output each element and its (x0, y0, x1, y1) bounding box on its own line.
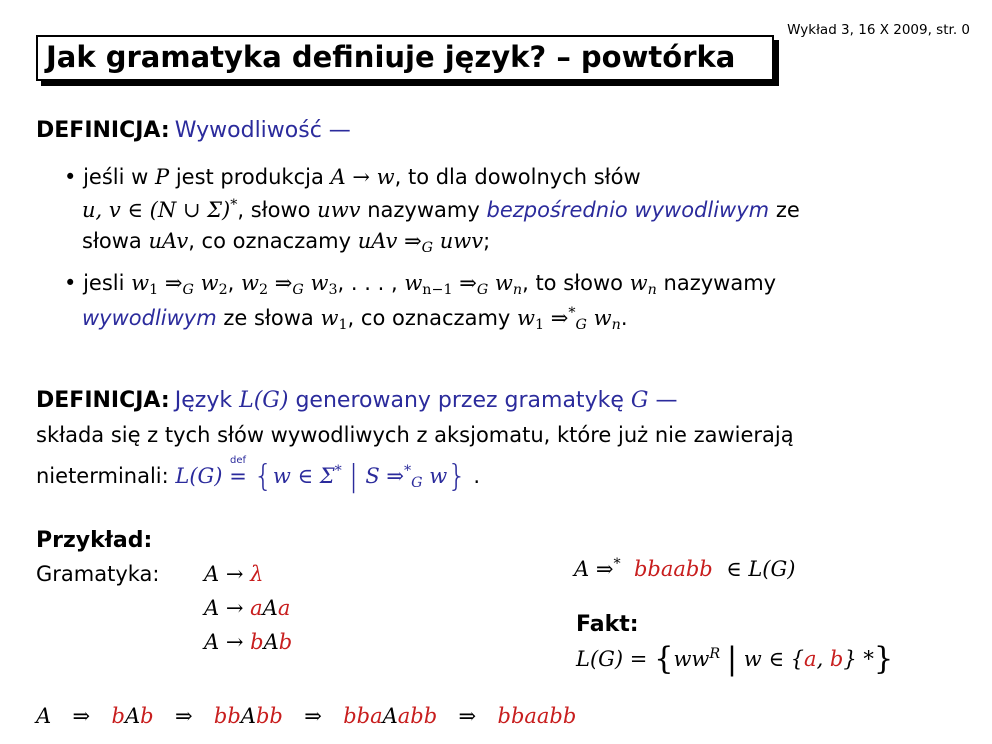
rule-rhs: a (277, 596, 291, 620)
bullet-1-line-1 (64, 165, 641, 189)
rule-lhs: A → (204, 562, 251, 586)
rule-lhs: A → (204, 630, 251, 654)
text: — (655, 388, 678, 413)
definition-2-line-1: składa się z tych słów wywodliwych z aksjomatu, które już nie zawierają (36, 423, 794, 447)
chain-arrow: ⇒ (458, 704, 477, 728)
def-equals (229, 456, 247, 487)
math-w-in: w ∈ { (743, 646, 805, 671)
math-S: S ⇒ (365, 464, 405, 488)
math-lhs: L(G) = (576, 646, 648, 671)
text: ze słowa (223, 305, 314, 330)
language-definition (175, 455, 473, 495)
math-sub: 1 (149, 281, 159, 298)
bullet-2-line-2 (82, 305, 628, 333)
math-set-lhs: w ∈ Σ (272, 464, 335, 488)
math-sub-G: G (182, 281, 194, 298)
grammar-rule-1 (204, 562, 263, 586)
math-relation: uAv ⇒ (357, 229, 422, 253)
math-sub: n−1 (422, 281, 453, 298)
math-ww: ww (673, 646, 710, 671)
text: nazywamy (367, 197, 480, 222)
math-uv: u, v ∈ (N ∪ Σ) (82, 197, 231, 222)
math-star: * (613, 556, 621, 572)
term-direct-derivable: bezpośrednio wywodliwym (486, 197, 770, 222)
math-w: w (310, 271, 329, 295)
text: , . . . , (337, 271, 398, 295)
math-sub: 2 (259, 281, 269, 298)
definition-1-heading (36, 118, 351, 143)
word: bbaabb (633, 556, 713, 581)
chain-arrow: ⇒ (72, 704, 91, 728)
math-sub-G: G (292, 281, 304, 298)
math-star: * (334, 463, 342, 480)
math-w: w (593, 305, 612, 330)
chain-arrow: ⇒ (174, 704, 193, 728)
chain-token: bbaabb (497, 704, 577, 728)
math-LG: L(G) (175, 464, 223, 488)
fact-formula (576, 642, 893, 677)
math-sub: n (611, 316, 621, 333)
math-sub-G: G (411, 474, 423, 491)
math-w: w (241, 271, 260, 295)
math-uwv: uwv (317, 197, 361, 222)
text: , to dla dowolnych słów (394, 165, 641, 189)
math-w: w (200, 271, 219, 295)
slide-title: Jak gramatyka definiuje język? – powtórka (46, 40, 736, 74)
rule-rhs: A (263, 630, 279, 654)
example-heading: Przykład: (36, 528, 153, 553)
rule-rhs: a (250, 596, 263, 620)
term-derivable: wywodliwym (82, 305, 217, 330)
chain-token: b (140, 704, 154, 728)
text: ze (775, 197, 800, 222)
text: , (227, 271, 235, 295)
text: . (473, 464, 480, 488)
definition-name: Wywodliwość — (174, 118, 351, 143)
text: jeśli w (83, 165, 149, 189)
sep: , (816, 646, 830, 671)
math-sub: n (512, 281, 523, 298)
math-w: w (131, 271, 150, 295)
math-P: P (154, 165, 170, 189)
rule-rhs: A (262, 596, 278, 620)
brace-left: { (253, 459, 273, 495)
text: . (620, 305, 628, 330)
chain-token: A (36, 704, 52, 728)
chain-token: A (240, 704, 256, 728)
bullet-icon: • (64, 165, 77, 189)
math-arrow: ⇒ (550, 305, 569, 330)
math-close: } * (843, 646, 874, 671)
math-w: w (429, 464, 448, 488)
text: , to słowo (522, 271, 623, 295)
text: generowany przez gramatykę (295, 388, 624, 413)
math-uwv: uwv (439, 229, 484, 253)
math-sub: 3 (328, 281, 338, 298)
math-w: w (404, 271, 423, 295)
definition-2-line-2 (36, 456, 480, 494)
math-LG: L(G) (239, 388, 289, 413)
derivation-claim (574, 556, 795, 581)
chain-token: abb (397, 704, 438, 728)
math-rest: ∈ L(G) (726, 556, 796, 581)
equals: = (229, 464, 247, 488)
chain-token: bb (213, 704, 241, 728)
definition-2-heading (36, 388, 677, 413)
chain-arrow: ⇒ (304, 704, 322, 728)
rule-rhs: b (250, 630, 264, 654)
math-w: w (517, 305, 536, 330)
math-sub: 1 (535, 316, 545, 333)
math-star: * (568, 305, 576, 321)
math-star: * (230, 197, 238, 213)
math-sub: n (647, 281, 657, 298)
definition-label: DEFINICJA: (36, 388, 170, 413)
chain-token: bba (343, 704, 383, 728)
chain-token: b (111, 704, 125, 728)
text: nieterminali: (36, 464, 169, 488)
page-header: Wykład 3, 16 X 2009, str. 0 (787, 22, 970, 38)
math-uAv: uAv (148, 229, 189, 253)
math-w: w (320, 305, 339, 330)
math-arrow: ⇒ (459, 271, 477, 295)
brace-right: } (447, 459, 467, 495)
bullet-2-line-1 (64, 271, 776, 298)
letter-a: a (804, 646, 817, 671)
chain-token: A (124, 704, 141, 728)
rule-lhs: A → (204, 596, 251, 620)
math-sub-G: G (575, 316, 587, 333)
rule-rhs: b (278, 630, 293, 654)
grammar-label: Gramatyka: (36, 562, 160, 586)
text: Język (174, 388, 233, 413)
text: jesli (83, 271, 125, 295)
chain-token: bb (255, 704, 283, 728)
math-star: * (404, 463, 412, 480)
math-lhs: A ⇒ (574, 556, 614, 581)
math-sub-G: G (421, 239, 434, 256)
set-bar: | (348, 459, 359, 495)
grammar-rule-2 (204, 596, 290, 620)
math-sub: 1 (338, 316, 348, 333)
text: słowa (82, 229, 142, 253)
bullet-1-line-2 (82, 197, 800, 222)
text: , co oznaczamy (347, 305, 511, 330)
chain-token: A (382, 704, 398, 728)
definition-label: DEFINICJA: (36, 118, 170, 143)
text: jest produkcja (175, 165, 324, 189)
bullet-icon: • (64, 271, 77, 295)
text: , słowo (237, 197, 311, 222)
math-G: G (630, 388, 649, 413)
derivation-chain (36, 704, 576, 728)
text: ; (483, 229, 491, 253)
math-sub: 2 (218, 281, 228, 298)
math-arrow: ⇒ (274, 271, 293, 295)
math-w: w (494, 271, 513, 295)
brace-left: { (654, 642, 674, 677)
math-arrow: ⇒ (164, 271, 183, 295)
rule-rhs: λ (250, 562, 264, 586)
math-w: w (629, 271, 648, 295)
math-production: A → w (330, 165, 395, 189)
fact-label: Fakt: (576, 612, 639, 637)
grammar-rule-3 (204, 630, 292, 654)
math-R: R (709, 646, 721, 663)
text: nazywamy (663, 271, 777, 295)
brace-right: } (873, 642, 894, 677)
set-bar: | (726, 642, 738, 677)
definition-name (175, 388, 678, 413)
text: , co oznaczamy (188, 229, 351, 253)
math-sub-G: G (476, 281, 489, 298)
letter-b: b (829, 646, 844, 671)
def-symbol: def (229, 455, 246, 466)
bullet-1-line-3 (82, 229, 490, 256)
